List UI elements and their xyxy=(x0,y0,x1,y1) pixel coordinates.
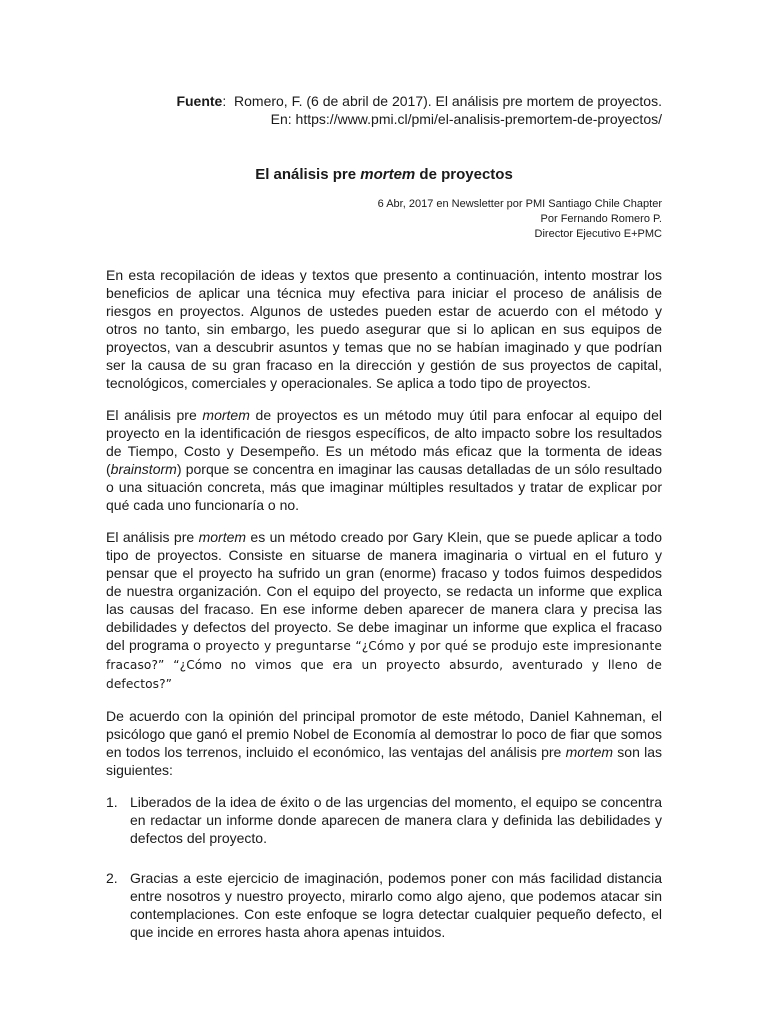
source-line-1: Fuente: Romero, F. (6 de abril de 2017). El análisis pre mortem de proyectos. xyxy=(176,93,662,109)
source-label: Fuente xyxy=(176,93,223,109)
list-item-text: Liberados de la idea de éxito o de las urgencias del momento, el equipo se concentra en redactar un informe donde aparecen de manera clara y definida las debilidades y defectos del proyecto. xyxy=(130,794,662,846)
paragraph-2: El análisis pre mortem de proyectos es un método muy útil para enfocar al equipo del proyecto en la identificación de riesgos específicos, de alto impacto sobre los resultados de Tiempo, Costo y Desempeño. Es un método más eficaz que la tormenta de ideas (brainstorm) porque se concentra en imaginar las causas detalladas de un sólo resultado o una situación concreta, más que imaginar múltiples resultados y tratar de explicar por qué cada uno funcionaría o no. xyxy=(106,407,662,513)
source-url: En: https://www.pmi.cl/pmi/el-analisis-premortem-de-proyectos/ xyxy=(270,111,662,127)
list-item-text: Gracias a este ejercicio de imaginación, podemos poner con más facilidad distancia entre nosotros y nuestro proyecto, mirarlo como algo ajeno, que podemos atacar sin contemplaciones. Con este enfoque se logra detectar cualquier pequeño defecto, el que incide en errores hasta ahora apenas intuidos. xyxy=(130,870,662,940)
list-item-number: 2. xyxy=(106,870,118,886)
document-title: El análisis pre mortem de proyectos xyxy=(255,166,513,183)
source-citation xyxy=(176,92,662,128)
meta-role-line: Director Ejecutivo E+PMC xyxy=(534,228,662,240)
advantages-list xyxy=(106,793,662,941)
document-body xyxy=(106,266,662,955)
list-item xyxy=(106,869,662,941)
paragraph-3: El análisis pre mortem es un método creado por Gary Klein, que se puede aplicar a todo tipo de proyectos. Consiste en situarse de manera imaginaria o virtual en el futuro y pensar que el proyecto ha sufrido un gran (enorme) fracaso y todos fuimos despedidos de nuestra organización. Con el equipo del proyecto, se redacta un informe que explica las causas del fracaso. En ese informe deben aparecer de manera clara y precisa las debilidades y defectos del proyecto. Se debe imaginar un informe que explica el fracaso del programa o proyecto y preguntarse “¿Cómo y por qué se produjo este impresionante fracaso?” “¿Cómo no vimos que era un proyecto absurdo, aventurado y lleno de defectos?” xyxy=(106,529,663,691)
list-item-number: 1. xyxy=(106,794,118,810)
paragraph-4: De acuerdo con la opinión del principal promotor de este método, Daniel Kahneman, el psicólogo que ganó el premio Nobel de Economía al demostrar lo poco de fiar que somos en todos los terrenos, incluido el económico, las ventajas del análisis pre mortem son las siguientes: xyxy=(106,708,662,778)
article-meta xyxy=(378,197,662,242)
meta-date-line: 6 Abr, 2017 en Newsletter por PMI Santiago Chile Chapter xyxy=(377,198,662,210)
meta-author-line: Por Fernando Romero P. xyxy=(540,213,662,225)
list-item xyxy=(106,793,662,847)
source-citation-text: Romero, F. (6 de abril de 2017). El análisis pre mortem de proyectos. xyxy=(234,93,662,109)
quoted-question: proyecto y preguntarse “¿Cómo y por qué se produjo este impresionante fracaso?” “¿Cómo no vimos que era un proyecto absurdo, aventurado y lleno de defectos?” xyxy=(106,639,662,691)
paragraph-1: En esta recopilación de ideas y textos que presento a continuación, intento mostrar los beneficios de aplicar una técnica muy efectiva para iniciar el proceso de análisis de riesgos en proyectos. Algunos de ustedes pueden estar de acuerdo con el método y otros no tanto, sin embargo, les puedo asegurar que si lo aplican en sus equipos de proyectos, van a descubrir asuntos y temas que no se habían imaginado y que podrían ser la causa de su gran fracaso en la dirección y gestión de sus proyectos de capital, tecnológicos, comerciales y operacionales. Se aplica a todo tipo de proyectos. xyxy=(106,267,662,391)
